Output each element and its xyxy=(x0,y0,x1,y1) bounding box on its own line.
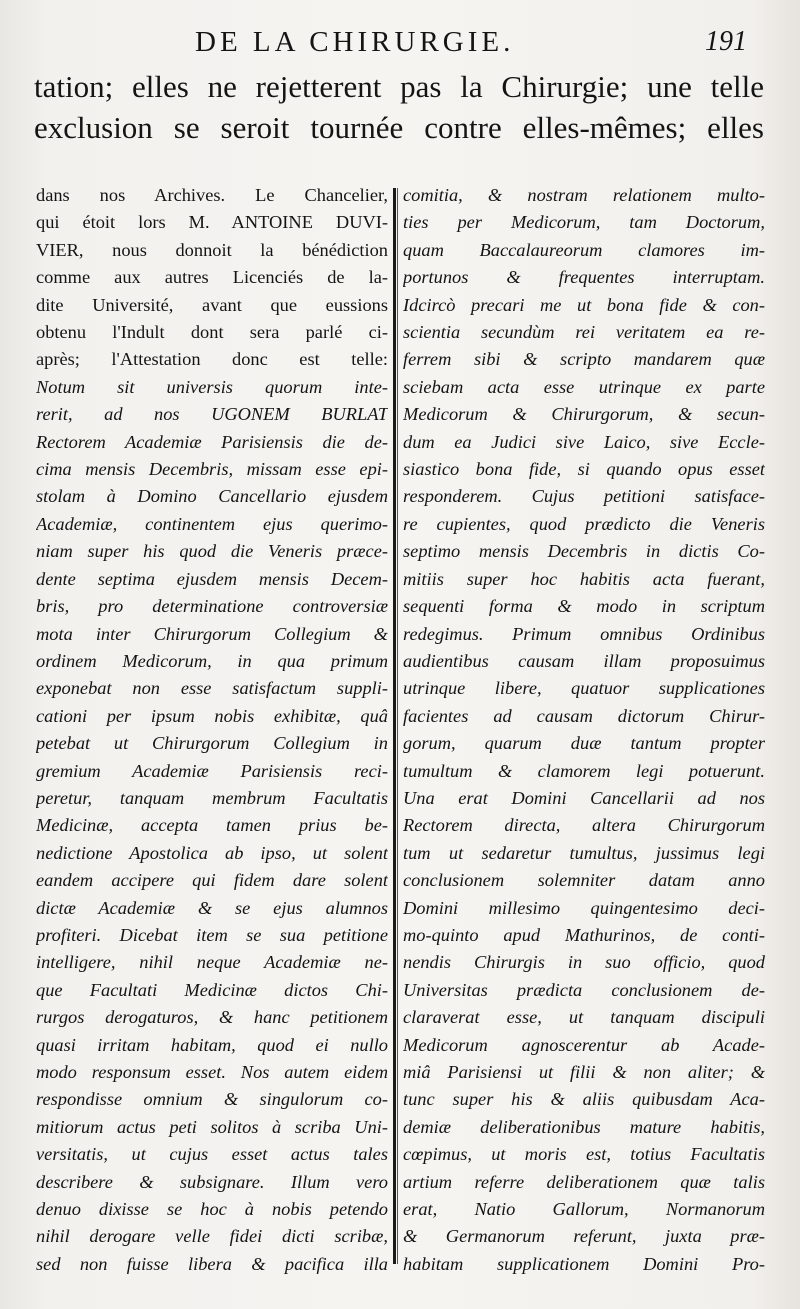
text-line: re cupientes, quod prædicto die Veneris xyxy=(403,513,765,534)
text-line: redegimus. Primum omnibus Ordinibus xyxy=(403,623,765,644)
text-line: comme aux autres Licenciés de la- xyxy=(36,267,388,288)
text-line: rurgos derogaturos, & hanc petitionem xyxy=(36,1007,388,1028)
page-number: 191 xyxy=(705,26,747,57)
text-line: dum ea Judici sive Laico, sive Eccle- xyxy=(403,431,765,452)
text-line: ferrem sibi & scripto mandarem quæ xyxy=(403,349,765,370)
text-line: versitatis, ut cujus esset actus tales xyxy=(36,1144,388,1165)
intro-paragraph xyxy=(34,66,764,148)
text-line: Universitas prædicta conclusionem de- xyxy=(403,979,765,1000)
text-line: eandem accipere qui fidem dare solent xyxy=(36,870,388,891)
text-line: conclusionem solemniter datam anno xyxy=(403,870,765,891)
intro-line: tation; elles ne rejetterent pas la Chirurgie; une telle xyxy=(34,69,764,104)
running-title: DE LA CHIRURGIE. xyxy=(195,26,515,58)
text-line: facientes ad causam dictorum Chirur- xyxy=(403,705,765,726)
text-line: Rectorem Academiæ Parisiensis die de- xyxy=(36,431,388,452)
column-divider xyxy=(393,188,396,1264)
text-line: peretur, tanquam membrum Facultatis xyxy=(36,787,388,808)
text-line: siastico bona fide, si quando opus esset xyxy=(403,459,765,480)
text-line: gorum, quarum duæ tantum propter xyxy=(403,733,765,754)
text-line: après; l'Attestation donc est telle: xyxy=(36,349,388,370)
text-line: ordinem Medicorum, in qua primum xyxy=(36,650,388,671)
text-line: mitiorum actus peti solitos à scriba Uni- xyxy=(36,1116,388,1137)
text-line: scientia secundùm rei veritatem ea re- xyxy=(403,322,765,343)
intro-line: exclusion se seroit tournée contre elles-mêmes; elles xyxy=(34,110,764,145)
text-line: tum ut sedaretur tumultus, jussimus legi xyxy=(403,842,765,863)
text-line: Domini millesimo quingentesimo deci- xyxy=(403,897,765,918)
text-line: claraverat esse, ut tanquam discipuli xyxy=(403,1007,765,1028)
text-line: miâ Parisiensi ut filii & non aliter; & xyxy=(403,1062,765,1082)
text-line: nihil derogare velle fidei dicti scribæ, xyxy=(36,1226,388,1247)
text-line: Idcircò precari me ut bona fide & con- xyxy=(403,294,765,315)
text-line: erat, Natio Gallorum, Normanorum xyxy=(403,1199,765,1220)
text-line: cationi per ipsum nobis exhibitæ, quâ xyxy=(36,705,388,726)
text-line: obtenu l'Indult dont sera parlé ci- xyxy=(36,322,388,343)
text-line: audientibus causam illam proposuimus xyxy=(403,650,765,671)
text-line: dite Université, avant que eussions xyxy=(36,294,388,315)
text-line: qui étoit lors M. ANTOINE DUVI- xyxy=(36,212,388,233)
text-line: tunc super his & aliis quibusdam Aca- xyxy=(403,1089,765,1110)
text-line: VIER, nous donnoit la bénédiction xyxy=(36,239,388,260)
left-column xyxy=(36,182,388,1278)
text-line: denuo dixisse se hoc à nobis petendo xyxy=(36,1199,388,1220)
column-divider-thin xyxy=(397,188,398,1264)
text-line: rerit, ad nos UGONEM BURLAT xyxy=(36,404,388,425)
text-line: intelligere, nihil neque Academiæ ne- xyxy=(36,952,388,973)
text-line: dans nos Archives. Le Chancelier, xyxy=(36,185,388,205)
text-line: Medicorum & Chirurgorum, & secun- xyxy=(403,404,765,425)
text-line: gremium Academiæ Parisiensis reci- xyxy=(36,760,388,781)
text-line: Rectorem directa, altera Chirurgorum xyxy=(403,815,765,836)
text-line: que Facultati Medicinæ dictos Chi- xyxy=(36,979,388,1000)
text-line: comitia, & nostram relationem multo- xyxy=(403,185,765,205)
text-line: Academiæ, continentem ejus querimo- xyxy=(36,513,388,534)
text-line: cima mensis Decembris, missam esse epi- xyxy=(36,459,388,480)
text-line: septimo mensis Decembris in dictis Co- xyxy=(403,541,765,562)
text-line: Medicinæ, accepta tamen prius be- xyxy=(36,815,388,836)
text-line: quam Baccalaureorum clamores im- xyxy=(403,239,765,260)
text-line: respondisse omnium & singulorum co- xyxy=(36,1089,388,1110)
text-line: cœpimus, ut moris est, totius Facultatis xyxy=(403,1144,765,1165)
text-line: portunos & frequentes interruptam. xyxy=(403,267,765,288)
text-line: artium referre deliberationem quæ talis xyxy=(403,1171,765,1192)
text-line: & Germanorum referunt, juxta præ- xyxy=(403,1226,765,1247)
text-line: Notum sit universis quorum inte- xyxy=(36,376,388,397)
text-line: tumultum & clamorem legi potuerunt. xyxy=(403,760,765,781)
text-line: habitam supplicationem Domini Pro- xyxy=(403,1253,765,1274)
text-line: utrinque libere, quatuor supplicationes xyxy=(403,678,765,699)
text-line: describere & subsignare. Illum vero xyxy=(36,1171,388,1192)
text-line: Una erat Domini Cancellarii ad nos xyxy=(403,787,765,808)
text-line: mitiis super hoc habitis acta fuerant, xyxy=(403,568,765,589)
text-line: modo responsum esset. Nos autem eidem xyxy=(36,1062,388,1082)
text-line: nedictione Apostolica ab ipso, ut solent xyxy=(36,842,388,863)
text-line: petebat ut Chirurgorum Collegium in xyxy=(36,733,388,754)
text-line: responderem. Cujus petitioni satisface- xyxy=(403,486,765,507)
text-line: nendis Chirurgis in suo officio, quod xyxy=(403,952,765,973)
text-line: quasi irritam habitam, quod ei nullo xyxy=(36,1034,388,1055)
text-line: demiæ deliberationibus mature habitis, xyxy=(403,1116,765,1137)
text-line: dictæ Academiæ & se ejus alumnos xyxy=(36,897,388,918)
text-line: Medicorum agnoscerentur ab Acade- xyxy=(403,1034,765,1055)
text-line: mota inter Chirurgorum Collegium & xyxy=(36,623,388,644)
text-line: ties per Medicorum, tam Doctorum, xyxy=(403,212,765,233)
text-line: bris, pro determinatione controversiæ xyxy=(36,596,388,617)
right-column xyxy=(403,182,765,1278)
text-line: sequenti forma & modo in scriptum xyxy=(403,596,765,617)
text-line: mo-quinto apud Mathurinos, de conti- xyxy=(403,924,765,945)
text-line: stolam à Domino Cancellario ejusdem xyxy=(36,486,388,507)
text-line: sed non fuisse libera & pacifica illa xyxy=(36,1253,388,1274)
text-line: niam super his quod die Veneris præce- xyxy=(36,541,388,562)
text-line: profiteri. Dicebat item se sua petitione xyxy=(36,924,388,945)
text-line: exponebat non esse satisfactum suppli- xyxy=(36,678,388,699)
text-line: dente septima ejusdem mensis Decem- xyxy=(36,568,388,589)
text-line: sciebam acta esse utrinque ex parte xyxy=(403,376,765,397)
